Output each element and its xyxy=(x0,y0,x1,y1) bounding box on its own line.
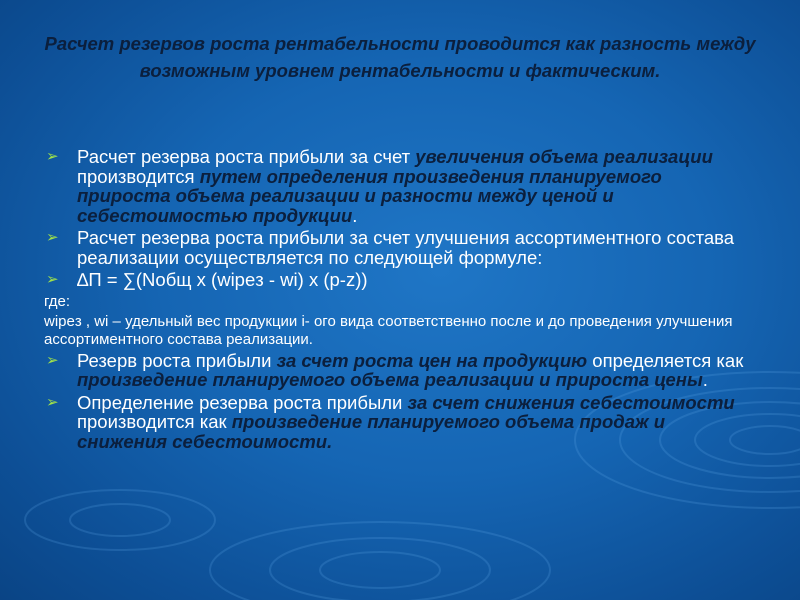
body-text: определяется как xyxy=(587,349,744,371)
bullet-arrow-icon: ➢ xyxy=(46,351,59,369)
bullet-arrow-icon: ➢ xyxy=(46,229,59,246)
bullet-arrow-icon: ➢ xyxy=(46,393,59,411)
body-text: . xyxy=(702,369,708,390)
body-text: Определение резерва роста прибыли xyxy=(77,391,408,413)
bullet-item xyxy=(44,270,749,290)
bullet-item xyxy=(44,147,749,225)
emphasis-text: за счет роста цен на продукцию xyxy=(276,349,588,371)
bullet-item xyxy=(44,393,749,452)
where-text: wipeз , wi – удельный вес продукции i- ого вида соответственно после и до проведения улучшения ассортиментного состава реализации. xyxy=(44,312,733,348)
body-text: производится xyxy=(77,165,200,187)
body-text: Расчет резерва роста прибыли за счет xyxy=(77,146,416,167)
emphasis-text: произведение планируемого объема реализации и прироста цены xyxy=(77,369,703,390)
bullet-item xyxy=(44,228,749,267)
body-text: Резерв роста прибыли xyxy=(77,349,277,371)
bullet-item xyxy=(44,351,749,390)
emphasis-text: путем определения произведения планируемого прироста объема реализации и разности между ценой и себестоимостью продукции xyxy=(77,165,662,226)
bullet-arrow-icon: ➢ xyxy=(46,271,59,288)
where-label: где: xyxy=(44,292,71,310)
body-text: производится как xyxy=(77,411,232,432)
slide-content xyxy=(44,147,749,454)
body-text: . xyxy=(352,204,358,226)
body-text: ∆П = ∑(Nобщ x (wipeз - wi) x (p-z)) xyxy=(77,269,368,290)
emphasis-text: за счет снижения себестоимости xyxy=(407,391,735,413)
body-text: Расчет резерва роста прибыли за счет улучшения ассортиментного состава реализации осуществляется по следующей формуле: xyxy=(77,227,735,268)
emphasis-text: произведение планируемого объема продаж и снижения себестоимости. xyxy=(77,411,666,452)
emphasis-text: увеличения объема реализации xyxy=(415,146,713,167)
slide-title: Расчет резервов роста рентабельности проводится как разность между возможным уровнем рентабельности и фактическим. xyxy=(44,33,756,81)
bullet-arrow-icon: ➢ xyxy=(46,148,59,165)
